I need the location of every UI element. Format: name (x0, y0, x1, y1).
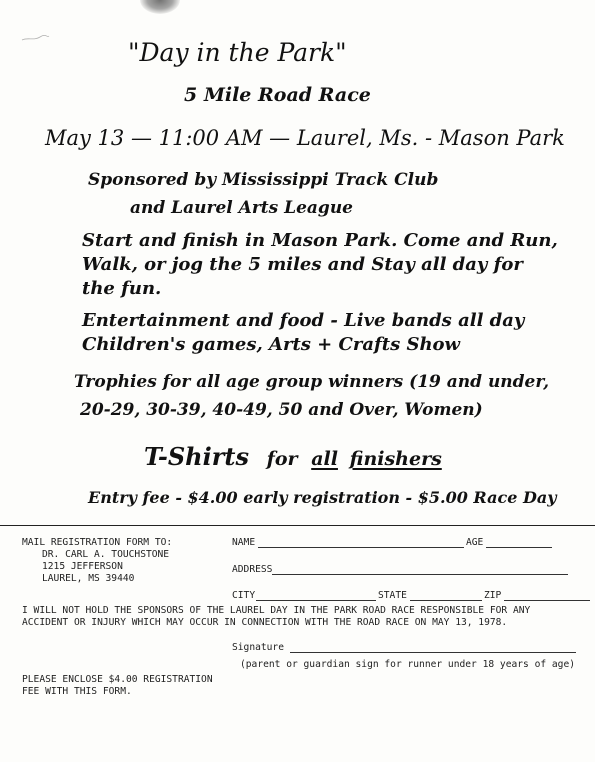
sponsor-line-2: and Laurel Arts League (130, 198, 353, 218)
sponsor-line-1: Sponsored by Mississippi Track Club (88, 170, 439, 190)
signature-field[interactable] (290, 652, 576, 653)
start-line-2: Walk, or jog the 5 miles and Stay all day for (82, 254, 523, 275)
entry-fee-line: Entry fee - $4.00 early registration - $5.00 Race Day (88, 488, 557, 507)
mail-address-2: 1215 JEFFERSON (42, 561, 123, 572)
enclose-line-2: FEE WITH THIS FORM. (22, 686, 132, 697)
form-divider (0, 525, 595, 526)
trophy-line-2: 20-29, 30-39, 40-49, 50 and Over, Women) (80, 400, 483, 420)
enclose-line-1: PLEASE ENCLOSE $4.00 REGISTRATION (22, 674, 213, 685)
waiver-line-2: ACCIDENT OR INJURY WHICH MAY OCCUR IN CONNECTION WITH THE ROAD RACE ON MAY 13, 1978. (22, 617, 508, 628)
zip-field[interactable] (504, 600, 590, 601)
waiver-line-1: I WILL NOT HOLD THE SPONSORS OF THE LAUREL DAY IN THE PARK ROAD RACE RESPONSIBLE FOR ANY (22, 605, 531, 616)
start-line-3: the fun. (82, 278, 162, 299)
address-field[interactable] (272, 574, 568, 575)
entertainment-line-1: Entertainment and food - Live bands all day (82, 310, 525, 331)
tshirt-finishers: finishers (349, 448, 442, 470)
name-field[interactable] (258, 547, 464, 548)
guardian-note: (parent or guardian sign for runner under 18 years of age) (240, 659, 576, 670)
entertainment-line-2: Children's games, Arts + Crafts Show (82, 334, 461, 355)
name-label: NAME (232, 537, 256, 548)
mail-address-1: DR. CARL A. TOUCHSTONE (42, 549, 170, 560)
state-label: STATE (378, 590, 407, 601)
mail-heading: MAIL REGISTRATION FORM TO: (22, 537, 173, 548)
start-line-1: Start and finish in Mason Park. Come and Run, (82, 230, 558, 251)
age-label: AGE (466, 537, 484, 548)
ink-smudge (140, 0, 180, 14)
age-field[interactable] (486, 547, 552, 548)
race-date-line: May 13 — 11:00 AM — Laurel, Ms. - Mason Park (45, 126, 565, 150)
trophy-line-1: Trophies for all age group winners (19 and under, (74, 372, 550, 392)
state-field[interactable] (410, 600, 482, 601)
flyer-subtitle: 5 Mile Road Race (184, 84, 371, 106)
signature-label: Signature (232, 642, 284, 653)
pen-mark (20, 33, 50, 43)
zip-label: ZIP (484, 590, 502, 601)
tshirt-line (144, 442, 442, 471)
mail-address-3: LAUREL, MS 39440 (42, 573, 135, 584)
tshirt-word: T-Shirts (144, 442, 249, 471)
city-label: CITY (232, 590, 256, 601)
flyer-title: "Day in the Park" (128, 38, 347, 67)
tshirt-all: all (311, 448, 338, 470)
city-field[interactable] (256, 600, 376, 601)
address-label: ADDRESS (232, 564, 273, 575)
tshirt-for: for (266, 448, 298, 470)
